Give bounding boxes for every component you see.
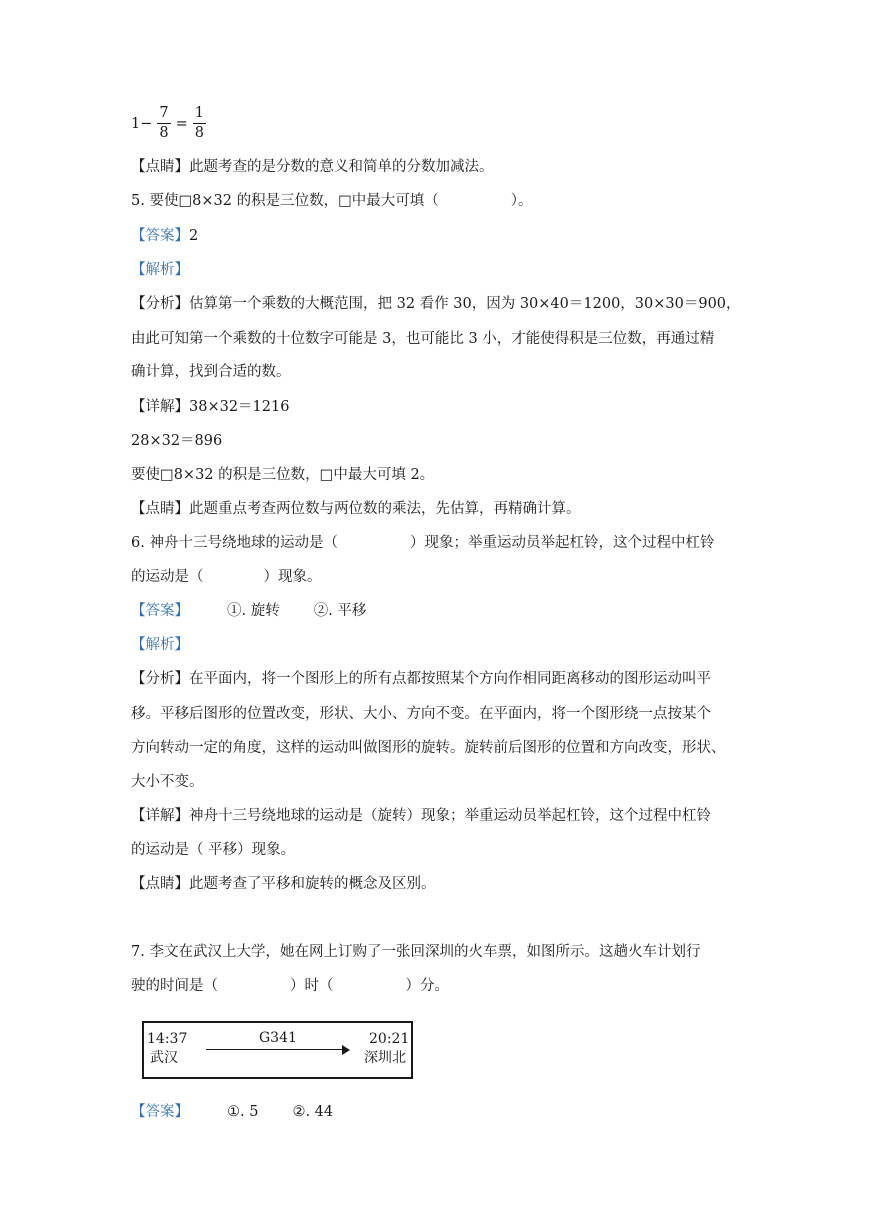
q7-question-text: ）分。 (405, 978, 449, 994)
answer-value: ①. 5 (227, 1104, 259, 1120)
q6-detail-line: 【详解】神舟十三号绕地球的运动是（旋转）现象；举重运动员举起杠铃，这个过程中杠铃 (131, 808, 711, 824)
fraction-numerator: 1 (193, 104, 206, 124)
fraction-seven-eighths (157, 104, 170, 143)
q5-analysis-label: 【解析】 (131, 262, 189, 278)
q5-analysis-line: 【分析】估算第一个乘数的大概范围，把 32 看作 30，因为 30×40＝1200，30×30＝900， (131, 296, 741, 312)
depart-station: 武汉 (150, 1050, 178, 1066)
train-ticket (142, 1021, 413, 1079)
q6-comment: 【点睛】此题考查了平移和旋转的概念及区别。 (131, 876, 436, 892)
arrow-right-icon (342, 1045, 350, 1055)
fraction-one-eighth (193, 104, 206, 143)
answer-value: ①. 旋转 (227, 603, 280, 619)
fraction-equation (131, 104, 209, 143)
q6-analysis-line: 移。平移后图形的位置改变，形状、大小、方向不变。在平面内，将一个图形绕一点按某个 (131, 706, 711, 722)
answer-label: 【答案】 (131, 1104, 189, 1120)
fraction-denominator: 8 (194, 125, 204, 141)
q5-comment: 【点睛】此题重点考查两位数与两位数的乘法，先估算，再精确计算。 (131, 501, 581, 517)
q6-question-text: 的运动是（ (131, 569, 204, 585)
q6-analysis-line: 【分析】在平面内，将一个图形上的所有点都按照某个方向作相同距离移动的图形运动叫平 (131, 671, 711, 687)
q6-question-text: ）现象。 (263, 569, 322, 585)
equation-left: 1− (131, 115, 153, 132)
q7-question-line (131, 976, 449, 996)
answer-value: 2 (189, 228, 199, 244)
q6-analysis-line: 方向转动一定的角度，这样的运动叫做图形的旋转。旋转前后图形的位置和方向改变，形状、 (131, 740, 726, 756)
arrive-time: 20:21 (369, 1031, 410, 1047)
answer-label: 【答案】 (131, 228, 189, 244)
answer-value: ②. 平移 (313, 603, 367, 619)
arrive-station: 深圳北 (364, 1050, 406, 1066)
q6-analysis-line: 大小不变。 (131, 774, 204, 790)
equals-sign: = (175, 115, 188, 132)
fraction-denominator: 8 (159, 125, 169, 141)
q7-answer (131, 1102, 333, 1122)
q5-question-end: ）。 (510, 193, 533, 209)
q5-answer (131, 226, 198, 246)
answer-label: 【答案】 (131, 603, 189, 619)
q6-question-text: ）现象；举重运动员举起杠铃，这个过程中杠铃 (409, 535, 715, 551)
q7-question-line: 7. 李文在武汉上大学，她在网上订购了一张回深圳的火车票，如图所示。这趟火车计划行 (131, 944, 701, 960)
q7-question-text: ）时（ (290, 978, 334, 994)
q6-detail-line: 的运动是（ 平移）现象。 (131, 842, 296, 858)
q5-question (131, 191, 533, 211)
q5-detail-line: 要使□8×32 的积是三位数，□中最大可填 2。 (131, 467, 435, 483)
depart-time: 14:37 (147, 1031, 188, 1047)
q5-question-text: 5. 要使□8×32 的积是三位数，□中最大可填（ (131, 193, 439, 209)
q7-question-text: 驶的时间是（ (131, 978, 218, 994)
q5-analysis-line: 确计算，找到合适的数。 (131, 364, 291, 380)
fraction-numerator: 7 (157, 104, 170, 124)
q5-detail-line: 28×32＝896 (131, 433, 223, 449)
route-arrow-line (206, 1049, 344, 1050)
q4-comment: 【点睛】此题考查的是分数的意义和简单的分数加减法。 (131, 159, 494, 175)
q6-answer (131, 601, 366, 621)
q5-detail-line: 【详解】38×32＝1216 (131, 399, 290, 415)
q5-analysis-line: 由此可知第一个乘数的十位数字可能是 3，也可能比 3 小，才能使得积是三位数，再通过精 (131, 331, 715, 347)
q6-analysis-label: 【解析】 (131, 637, 189, 653)
train-number: G341 (259, 1030, 297, 1046)
q6-question-line (131, 567, 322, 587)
answer-value: ②. 44 (292, 1104, 334, 1120)
q6-question-line (131, 533, 714, 553)
q6-question-text: 6. 神舟十三号绕地球的运动是（ (131, 535, 338, 551)
